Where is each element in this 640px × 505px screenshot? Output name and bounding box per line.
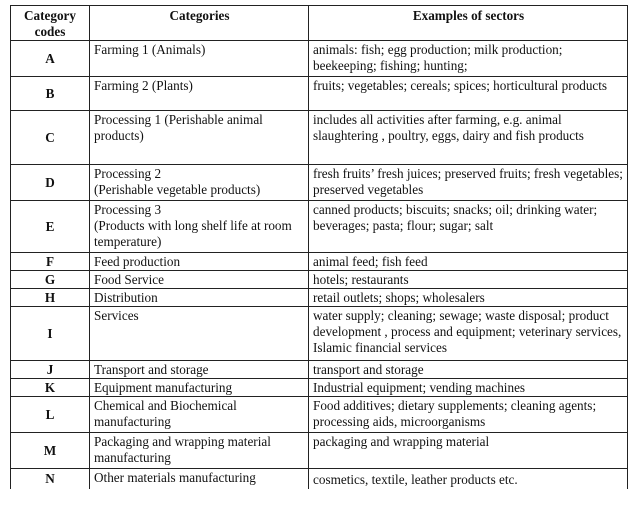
- sector-table-container: [10, 5, 627, 489]
- sector-category-table: [10, 5, 628, 489]
- row-code: I: [11, 307, 90, 361]
- table-row: [11, 307, 628, 361]
- table-row: [11, 111, 628, 165]
- row-category: Processing 2 (Perishable vegetable products): [90, 165, 309, 201]
- row-examples: fruits; vegetables; cereals; spices; horticultural products: [309, 77, 628, 111]
- row-examples: water supply; cleaning; sewage; waste disposal; product development , process and equipment; veterinary services, Islamic financial services: [309, 307, 628, 361]
- row-code: M: [11, 433, 90, 469]
- row-category: Packaging and wrapping material manufacturing: [90, 433, 309, 469]
- row-category: Processing 1 (Perishable animal products): [90, 111, 309, 165]
- row-examples: animal feed; fish feed: [309, 253, 628, 271]
- row-code: H: [11, 289, 90, 307]
- row-category: Transport and storage: [90, 361, 309, 379]
- table-row: [11, 397, 628, 433]
- row-examples: animals: fish; egg production; milk production; beekeeping; fishing; hunting;: [309, 41, 628, 77]
- table-row: [11, 361, 628, 379]
- table-row: [11, 379, 628, 397]
- row-category: Processing 3 (Products with long shelf life at room temperature): [90, 201, 309, 253]
- header-category-codes: Category codes: [11, 6, 90, 41]
- row-examples: Industrial equipment; vending machines: [309, 379, 628, 397]
- row-code: F: [11, 253, 90, 271]
- table-row: [11, 165, 628, 201]
- row-examples: fresh fruits’ fresh juices; preserved fruits; fresh vegetables; preserved vegetables: [309, 165, 628, 201]
- row-examples: retail outlets; shops; wholesalers: [309, 289, 628, 307]
- row-examples: canned products; biscuits; snacks; oil; drinking water; beverages; pasta; flour; sugar; salt: [309, 201, 628, 253]
- header-examples-of-sectors: Examples of sectors: [309, 6, 628, 41]
- header-categories: Categories: [90, 6, 309, 41]
- table-row: [11, 469, 628, 489]
- table-row: [11, 433, 628, 469]
- row-category: Other materials manufacturing: [90, 469, 309, 489]
- row-category: Food Service: [90, 271, 309, 289]
- row-category: Services: [90, 307, 309, 361]
- table-header-row: [11, 6, 628, 41]
- row-code: J: [11, 361, 90, 379]
- row-category: Equipment manufacturing: [90, 379, 309, 397]
- row-code: A: [11, 41, 90, 77]
- row-examples: transport and storage: [309, 361, 628, 379]
- row-code: E: [11, 201, 90, 253]
- row-code: K: [11, 379, 90, 397]
- row-code: C: [11, 111, 90, 165]
- table-row: [11, 41, 628, 77]
- row-category: Farming 2 (Plants): [90, 77, 309, 111]
- table-row: [11, 201, 628, 253]
- row-code: N: [11, 469, 90, 489]
- row-examples: packaging and wrapping material: [309, 433, 628, 469]
- row-category: Farming 1 (Animals): [90, 41, 309, 77]
- row-category: Distribution: [90, 289, 309, 307]
- row-code: L: [11, 397, 90, 433]
- table-row: [11, 271, 628, 289]
- row-examples: cosmetics, textile, leather products etc.: [309, 469, 628, 489]
- row-code: B: [11, 77, 90, 111]
- row-category: Feed production: [90, 253, 309, 271]
- row-examples: hotels; restaurants: [309, 271, 628, 289]
- row-category: Chemical and Biochemical manufacturing: [90, 397, 309, 433]
- table-row: [11, 289, 628, 307]
- row-examples: includes all activities after farming, e.g. animal slaughtering , poultry, eggs, dairy and fish products: [309, 111, 628, 165]
- row-code: D: [11, 165, 90, 201]
- table-row: [11, 77, 628, 111]
- table-row: [11, 253, 628, 271]
- row-code: G: [11, 271, 90, 289]
- row-examples: Food additives; dietary supplements; cleaning agents; processing aids, microorganisms: [309, 397, 628, 433]
